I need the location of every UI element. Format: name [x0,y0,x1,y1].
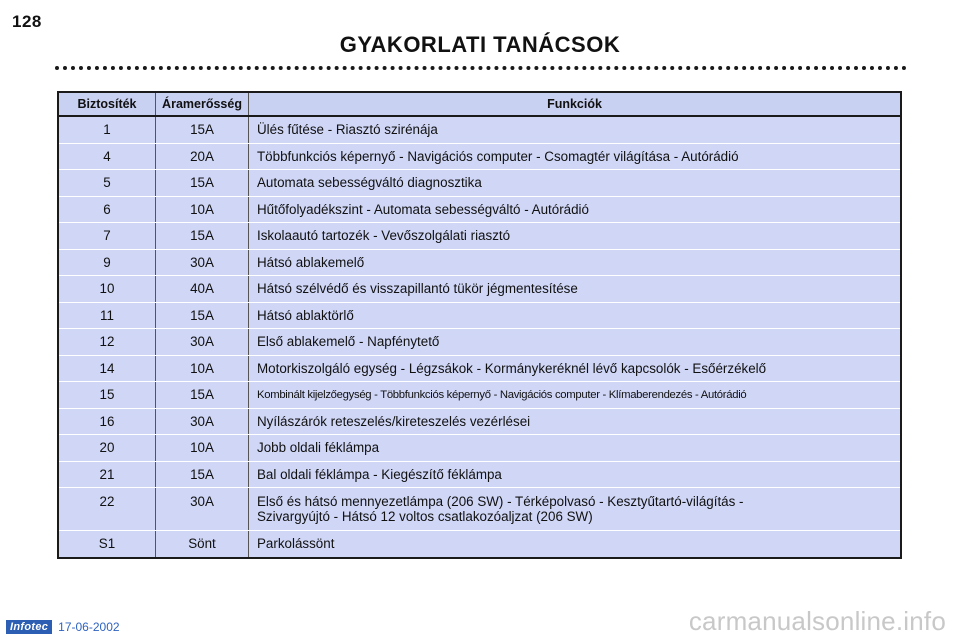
table-row [58,461,901,488]
function-cell: Jobb oldali féklámpa [249,435,902,462]
amperage-cell: 30A [156,249,249,276]
function-line: Első és hátsó mennyezetlámpa (206 SW) - Térképolvasó - Kesztyűtartó-világítás - [257,494,744,509]
table-row [58,276,901,303]
table-row [58,249,901,276]
header-fuse: Biztosíték [58,92,156,116]
fuse-cell: 12 [58,329,156,356]
function-cell: Bal oldali féklámpa - Kiegészítő féklámpa [249,461,902,488]
amperage-cell: 10A [156,355,249,382]
page-title: GYAKORLATI TANÁCSOK [339,32,621,57]
table-header-row [58,92,901,116]
function-cell: Automata sebességváltó diagnosztika [249,170,902,197]
amperage-cell: 20A [156,143,249,170]
function-cell: Hűtőfolyadékszint - Automata sebességváltó - Autórádió [249,196,902,223]
amperage-cell: 15A [156,302,249,329]
watermark: carmanualsonline.info [688,606,946,636]
function-cell: Nyílászárók reteszelés/kireteszelés vezérlései [249,408,902,435]
function-cell: Iskolaautó tartozék - Vevőszolgálati riasztó [249,223,902,250]
table-row [58,408,901,435]
fuse-table [57,91,902,559]
fuse-cell: 22 [58,488,156,531]
table-row [58,435,901,462]
amperage-cell: 15A [156,116,249,143]
table-row [58,116,901,143]
fuse-cell: 6 [58,196,156,223]
header-functions: Funkciók [249,92,902,116]
fuse-cell: 7 [58,223,156,250]
function-cell: Ülés fűtése - Riasztó szirénája [249,116,902,143]
header-amperage: Áramerősség [156,92,249,116]
fuse-cell: 5 [58,170,156,197]
dotted-divider [55,66,907,70]
fuse-cell: 16 [58,408,156,435]
table-row [58,143,901,170]
amperage-cell: 15A [156,223,249,250]
amperage-cell: Sönt [156,531,249,558]
fuse-cell: 4 [58,143,156,170]
function-cell [249,488,902,531]
amperage-cell: 30A [156,329,249,356]
function-cell: Kombinált kijelzőegység - Többfunkciós képernyő - Navigációs computer - Klímaberendezés - Autórádió [249,382,902,409]
amperage-cell: 30A [156,408,249,435]
amperage-cell: 30A [156,488,249,531]
table-row [58,531,901,558]
function-cell: Hátsó ablaktörlő [249,302,902,329]
amperage-cell: 15A [156,382,249,409]
table-row [58,170,901,197]
fuse-cell: 9 [58,249,156,276]
table-row [58,302,901,329]
table-row [58,223,901,250]
amperage-cell: 15A [156,461,249,488]
table-row [58,382,901,409]
infotec-logo: Infotec [6,620,52,634]
amperage-cell: 40A [156,276,249,303]
function-cell: Motorkiszolgáló egység - Légzsákok - Kormánykeréknél lévő kapcsolók - Esőérzékelő [249,355,902,382]
function-cell: Első ablakemelő - Napfénytető [249,329,902,356]
function-cell: Hátsó szélvédő és visszapillantó tükör jégmentesítése [249,276,902,303]
function-line: Szivargyújtó - Hátsó 12 voltos csatlakozóaljzat (206 SW) [257,509,593,524]
page-number: 128 [12,12,42,31]
footer-date: 17-06-2002 [58,620,120,634]
function-cell: Parkolássönt [257,536,335,552]
fuse-cell: 20 [58,435,156,462]
footer [6,620,120,634]
table-row [58,355,901,382]
fuse-cell: 21 [58,461,156,488]
table-row [58,329,901,356]
table-row [58,488,901,531]
amperage-cell: 15A [156,170,249,197]
function-cell: Hátsó ablakemelő [249,249,902,276]
fuse-cell: 11 [58,302,156,329]
fuse-cell: 10 [58,276,156,303]
table-row [58,196,901,223]
fuse-cell: S1 [58,531,156,558]
amperage-cell: 10A [156,196,249,223]
fuse-cell: 15 [58,382,156,409]
fuse-cell: 14 [58,355,156,382]
amperage-cell: 10A [156,435,249,462]
function-cell: Többfunkciós képernyő - Navigációs computer - Csomagtér világítása - Autórádió [249,143,902,170]
fuse-cell: 1 [58,116,156,143]
